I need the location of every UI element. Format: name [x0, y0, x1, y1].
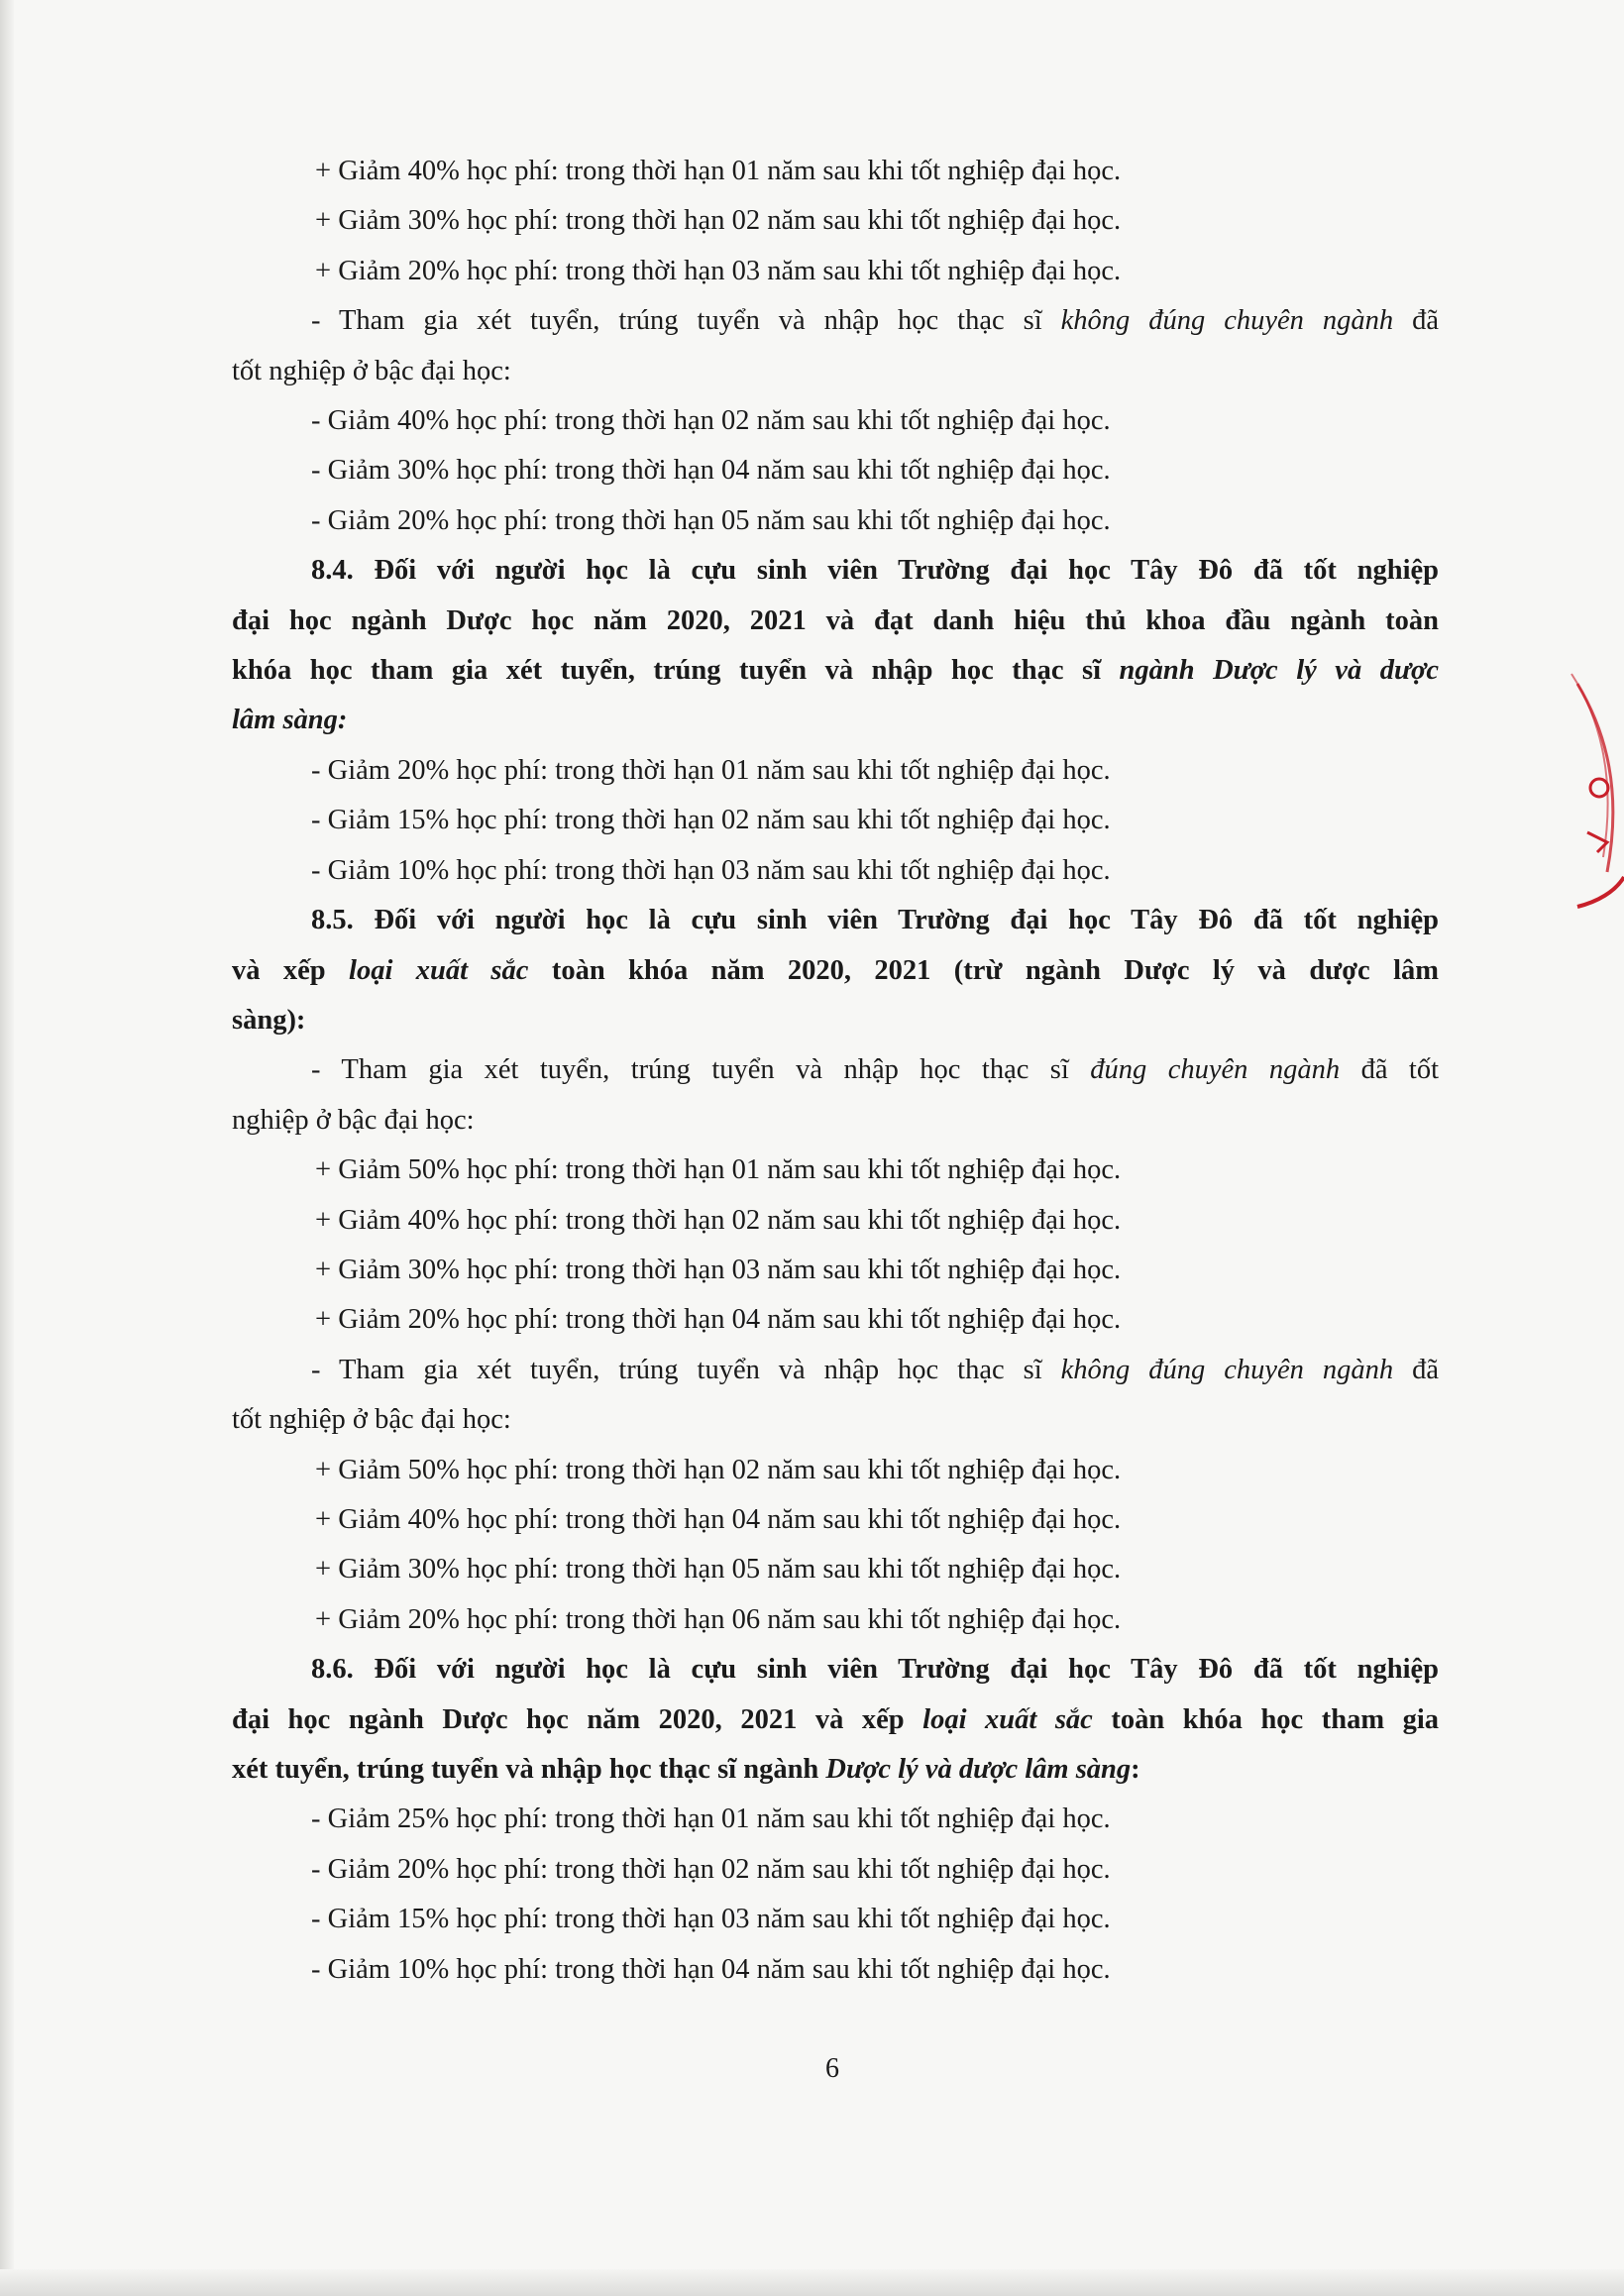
text-line: - Giảm 30% học phí: trong thời hạn 04 năm sau khi tốt nghiệp đại học. — [311, 455, 1111, 487]
section-heading-8-6: xét tuyển, trúng tuyển và nhập học thạc sĩ ngành Dược lý và dược lâm sàng: — [232, 1754, 1140, 1785]
section-heading-8-5: 8.5. Đối với người học là cựu sinh viên Trường đại học Tây Đô đã tốt nghiệp — [311, 905, 1439, 936]
section-heading-8-4: khóa học tham gia xét tuyển, trúng tuyển và nhập học thạc sĩ ngành Dược lý và dược — [232, 655, 1439, 687]
text-line: + Giảm 30% học phí: trong thời hạn 03 năm sau khi tốt nghiệp đại học. — [315, 1254, 1122, 1285]
text-line: + Giảm 40% học phí: trong thời hạn 04 năm sau khi tốt nghiệp đại học. — [315, 1503, 1122, 1535]
text-line: + Giảm 50% học phí: trong thời hạn 01 năm sau khi tốt nghiệp đại học. — [315, 1154, 1122, 1186]
section-heading-8-6: đại học ngành Dược học năm 2020, 2021 và xếp loại xuất sắc toàn khóa học tham gia — [232, 1703, 1439, 1735]
text-line: - Giảm 40% học phí: trong thời hạn 02 năm sau khi tốt nghiệp đại học. — [311, 405, 1111, 437]
text-line: + Giảm 20% học phí: trong thời hạn 03 năm sau khi tốt nghiệp đại học. — [315, 255, 1122, 286]
text-line: - Giảm 20% học phí: trong thời hạn 02 năm sau khi tốt nghiệp đại học. — [311, 1853, 1111, 1885]
section-heading-8-4: đại học ngành Dược học năm 2020, 2021 và đạt danh hiệu thủ khoa đầu ngành toàn — [232, 604, 1439, 636]
text-line: + Giảm 40% học phí: trong thời hạn 02 năm sau khi tốt nghiệp đại học. — [315, 1204, 1122, 1236]
text-line: - Tham gia xét tuyển, trúng tuyển và nhập học thạc sĩ không đúng chuyên ngành đã — [311, 1354, 1439, 1385]
page-number: 6 — [825, 2053, 839, 2084]
section-heading-8-5: và xếp loại xuất sắc toàn khóa năm 2020, 2021 (trừ ngành Dược lý và dược lâm — [232, 954, 1440, 986]
scan-edge-bottom — [0, 2269, 1624, 2296]
text-line: - Giảm 20% học phí: trong thời hạn 05 năm sau khi tốt nghiệp đại học. — [311, 504, 1111, 536]
document-body — [232, 147, 1439, 1995]
text-line: - Giảm 10% học phí: trong thời hạn 04 năm sau khi tốt nghiệp đại học. — [311, 1953, 1111, 1985]
section-heading-8-4: 8.4. Đối với người học là cựu sinh viên Trường đại học Tây Đô đã tốt nghiệp — [311, 555, 1439, 587]
section-heading-8-4: lâm sàng: — [232, 705, 348, 736]
text-line: + Giảm 30% học phí: trong thời hạn 02 năm sau khi tốt nghiệp đại học. — [315, 205, 1122, 237]
text-line: - Giảm 15% học phí: trong thời hạn 03 năm sau khi tốt nghiệp đại học. — [311, 1904, 1111, 1935]
text-line: - Tham gia xét tuyển, trúng tuyển và nhập học thạc sĩ đúng chuyên ngành đã tốt — [311, 1054, 1439, 1086]
text-line: + Giảm 20% học phí: trong thời hạn 06 năm sau khi tốt nghiệp đại học. — [315, 1603, 1122, 1635]
text-line: tốt nghiệp ở bậc đại học: — [232, 355, 511, 386]
text-line: + Giảm 40% học phí: trong thời hạn 01 năm sau khi tốt nghiệp đại học. — [315, 156, 1122, 186]
red-stamp-fragment — [1568, 644, 1624, 941]
text-line: nghiệp ở bậc đại học: — [232, 1104, 475, 1136]
text-line: - Giảm 10% học phí: trong thời hạn 03 năm sau khi tốt nghiệp đại học. — [311, 854, 1111, 886]
section-heading-8-6: 8.6. Đối với người học là cựu sinh viên Trường đại học Tây Đô đã tốt nghiệp — [311, 1654, 1439, 1686]
text-line: + Giảm 30% học phí: trong thời hạn 05 năm sau khi tốt nghiệp đại học. — [315, 1554, 1122, 1585]
text-line: - Giảm 15% học phí: trong thời hạn 02 năm sau khi tốt nghiệp đại học. — [311, 805, 1111, 836]
scan-edge-left — [0, 0, 14, 2296]
text-line: + Giảm 50% học phí: trong thời hạn 02 năm sau khi tốt nghiệp đại học. — [315, 1454, 1122, 1485]
section-heading-8-5: sàng): — [232, 1004, 306, 1036]
text-line: - Tham gia xét tuyển, trúng tuyển và nhập học thạc sĩ không đúng chuyên ngành đã — [311, 305, 1439, 337]
text-line: - Giảm 25% học phí: trong thời hạn 01 năm sau khi tốt nghiệp đại học. — [311, 1804, 1111, 1835]
text-line: + Giảm 20% học phí: trong thời hạn 04 năm sau khi tốt nghiệp đại học. — [315, 1304, 1122, 1336]
text-line: - Giảm 20% học phí: trong thời hạn 01 năm sau khi tốt nghiệp đại học. — [311, 754, 1111, 786]
text-line: tốt nghiệp ở bậc đại học: — [232, 1404, 511, 1436]
